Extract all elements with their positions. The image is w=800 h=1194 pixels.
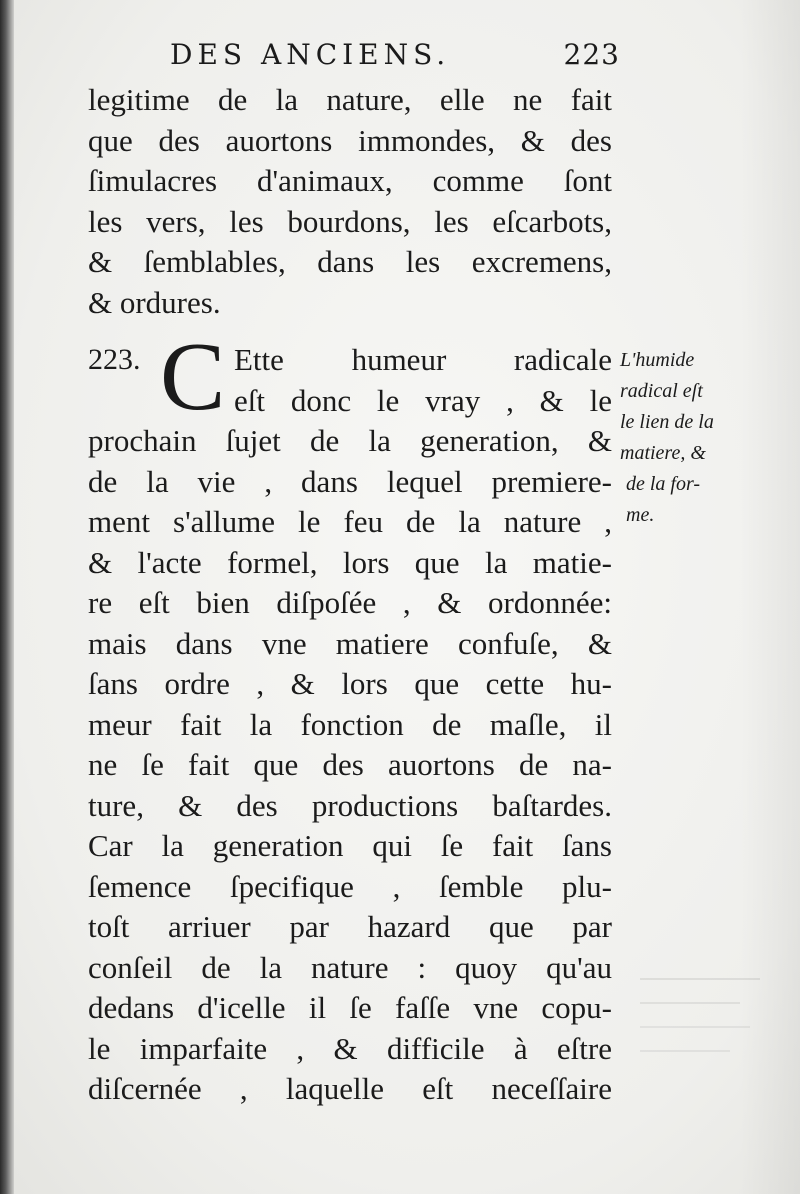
text-line: ſimulacres d'animaux, comme ſont bbox=[88, 163, 612, 198]
text-line: de la vie , dans lequel premiere- bbox=[88, 463, 612, 499]
bleed-through-mark bbox=[640, 960, 780, 1080]
text-line: les vers, les bourdons, les eſcarbots, bbox=[88, 203, 612, 239]
text-line: ſemence ſpecifique , ſemble plu- bbox=[88, 868, 612, 904]
text-line: Car la generation qui ſe fait ſans bbox=[88, 828, 612, 863]
running-title: DES ANCIENS. bbox=[170, 38, 451, 71]
text-line: que des auortons immondes, & des bbox=[88, 122, 612, 158]
text-line: dedans d'icelle il ſe faſſe vne copu- bbox=[88, 990, 612, 1025]
margin-note-line: radical eſt bbox=[620, 380, 703, 402]
text-line: ſans ordre , & lors que cette hu- bbox=[88, 666, 612, 701]
drop-cap: C bbox=[160, 323, 226, 431]
text-line: & ordures. bbox=[88, 284, 221, 320]
margin-note-line: le lien de la bbox=[620, 411, 714, 433]
margin-note-line: me. bbox=[626, 504, 655, 526]
text-line: Ette humeur radicale bbox=[234, 342, 612, 377]
margin-note-line: de la for- bbox=[626, 473, 701, 495]
text-line: meur fait la fonction de maſle, il bbox=[88, 706, 612, 742]
text-line: re eſt bien diſpoſée , & ordonnée: bbox=[88, 585, 612, 620]
text-line: & ſemblables, dans les excremens, bbox=[88, 244, 612, 279]
text-line: ment s'allume le feu de la nature , bbox=[88, 504, 612, 539]
text-line: diſcernée , laquelle eſt neceſſaire bbox=[88, 1071, 612, 1106]
page-number: 223 bbox=[563, 38, 620, 71]
text-line: toſt arriuer par hazard que par bbox=[88, 909, 612, 944]
text-block-top bbox=[88, 80, 612, 323]
text-line: le imparfaite , & difficile à eſtre bbox=[88, 1030, 612, 1066]
margin-note bbox=[620, 345, 790, 531]
margin-note-line: L'humide bbox=[620, 349, 695, 371]
text-line: & l'acte formel, lors que la matie- bbox=[88, 544, 612, 580]
text-line: ture, & des productions baſtardes. bbox=[88, 787, 612, 823]
text-line: prochain ſujet de la generation, & bbox=[88, 423, 612, 458]
paragraph-number: 223. bbox=[88, 343, 141, 376]
text-line: ne ſe fait que des auortons de na- bbox=[88, 747, 612, 782]
text-line: legitime de la nature, elle ne fait bbox=[88, 82, 612, 117]
paragraph-body bbox=[88, 340, 612, 1110]
page-gutter bbox=[0, 0, 14, 1194]
text-line: conſeil de la nature : quoy qu'au bbox=[88, 949, 612, 985]
margin-note-line: matiere, & bbox=[620, 442, 706, 464]
text-line: eſt donc le vray , & le bbox=[234, 382, 612, 418]
running-head bbox=[170, 38, 620, 78]
text-line: mais dans vne matiere confuſe, & bbox=[88, 625, 612, 661]
